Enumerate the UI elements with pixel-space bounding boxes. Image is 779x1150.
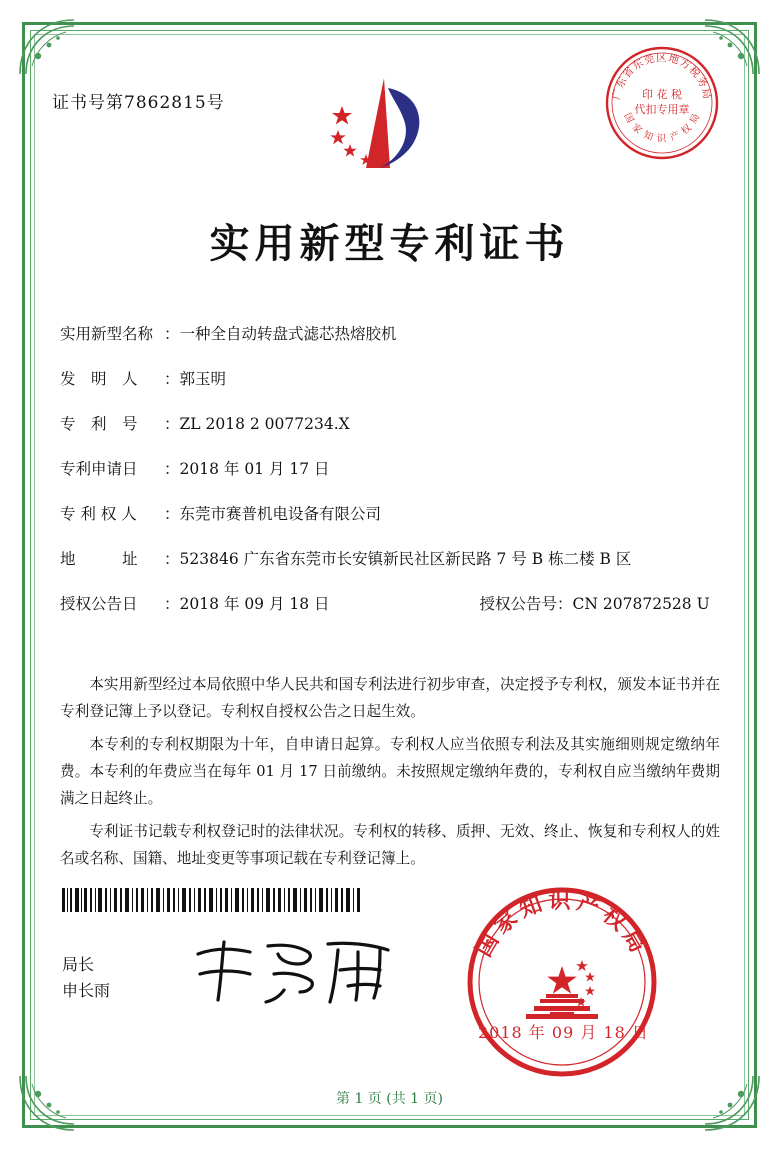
- field-row-patent-name: [60, 322, 720, 346]
- svg-text:国 家 知 识 产 权 局: 国 家 知 识 产 权 局: [621, 111, 703, 145]
- seal-date: 2018 年 09 月 18 日: [478, 1023, 649, 1042]
- field-label: 专利申请日: [60, 460, 138, 479]
- field-row-patent-number: [60, 412, 720, 436]
- svg-text:代扣专用章: 代扣专用章: [634, 103, 690, 116]
- signature-block: [62, 952, 110, 1005]
- svg-text:国家知识产权局: 国家知识产权局: [470, 888, 654, 962]
- announcement-number-label: 授权公告号: [479, 595, 558, 614]
- field-row-patentee: [60, 502, 720, 526]
- page-title: 实用新型专利证书: [209, 220, 570, 267]
- field-colon: ：: [164, 595, 180, 614]
- field-value: 郭玉明: [179, 370, 227, 389]
- paragraph-1: 本实用新型经过本局依照中华人民共和国专利法进行初步审查，决定授予专利权，颁发本证书并在专利登记簿上予以登记。专利权自授权公告之日起生效。: [60, 676, 720, 720]
- field-value: 东莞市赛普机电设备有限公司: [179, 505, 382, 524]
- field-colon: ：: [164, 415, 180, 434]
- handwritten-signature: [188, 930, 408, 1010]
- field-label: 专 利 权 人: [60, 505, 137, 524]
- field-row-address: [60, 547, 720, 571]
- paragraph-3: 专利证书记载专利权登记时的法律状况。专利权的转移、质押、无效、终止、恢复和专利权人的姓名或名称、国籍、地址变更等事项记载在专利登记簿上。: [60, 822, 720, 867]
- field-value: ZL 2018 2 0077234.X: [179, 415, 350, 434]
- field-colon: ：: [164, 325, 180, 343]
- official-seal: [462, 882, 662, 1082]
- field-list: [60, 322, 720, 637]
- barcode: [62, 888, 362, 912]
- field-value: 523846 广东省东莞市长安镇新民社区新民路 7 号 B 栋二楼 B 区: [179, 550, 632, 569]
- page-footer: 第 1 页 (共 1 页): [336, 1091, 443, 1107]
- cnipa-logo-icon: [318, 72, 438, 182]
- field-colon: ：: [164, 550, 180, 569]
- field-value: 一种全自动转盘式滤芯热熔胶机: [179, 325, 397, 343]
- corner-ornament-icon: [16, 16, 78, 78]
- field-label: 地 址: [60, 550, 138, 569]
- paragraph-2: 本专利的专利权期限为十年，自申请日起算。专利权人应当依照专利法及其实施细则规定缴纳年费。本专利的年费应当在每年 01 月 17 日前缴纳。未按照规定缴纳年费的，专利权自应当缴纳年费期满之日起终止。: [60, 735, 720, 807]
- svg-text:印 花 税: 印 花 税: [642, 88, 682, 101]
- field-value: 2018 年 01 月 17 日: [179, 460, 330, 479]
- svg-text:广东省东莞区地方税务局: 广东省东莞区地方税务局: [610, 51, 714, 101]
- announcement-number-group: [480, 592, 710, 616]
- field-colon: ：: [557, 595, 573, 614]
- field-label: 专 利 号: [60, 415, 138, 434]
- signature-name: 申长雨: [62, 981, 111, 1001]
- tax-stamp-seal: [603, 44, 721, 162]
- certificate-number: 证书号第7862815号: [52, 93, 225, 113]
- field-label: 发 明 人: [60, 370, 138, 389]
- field-row-announcement: [60, 592, 720, 616]
- announcement-number-value: CN 207872528 U: [572, 595, 710, 614]
- field-colon: ：: [164, 370, 180, 389]
- legal-text-block: [60, 672, 720, 879]
- field-row-inventor: [60, 367, 720, 391]
- field-colon: ：: [164, 505, 180, 524]
- field-row-application-date: [60, 457, 720, 481]
- field-colon: ：: [164, 460, 180, 479]
- signature-role: 局长: [62, 955, 95, 974]
- announcement-date-label: 授权公告日: [60, 595, 138, 614]
- announcement-date-value: 2018 年 09 月 18 日: [179, 595, 330, 614]
- field-label: 实用新型名称: [60, 325, 154, 343]
